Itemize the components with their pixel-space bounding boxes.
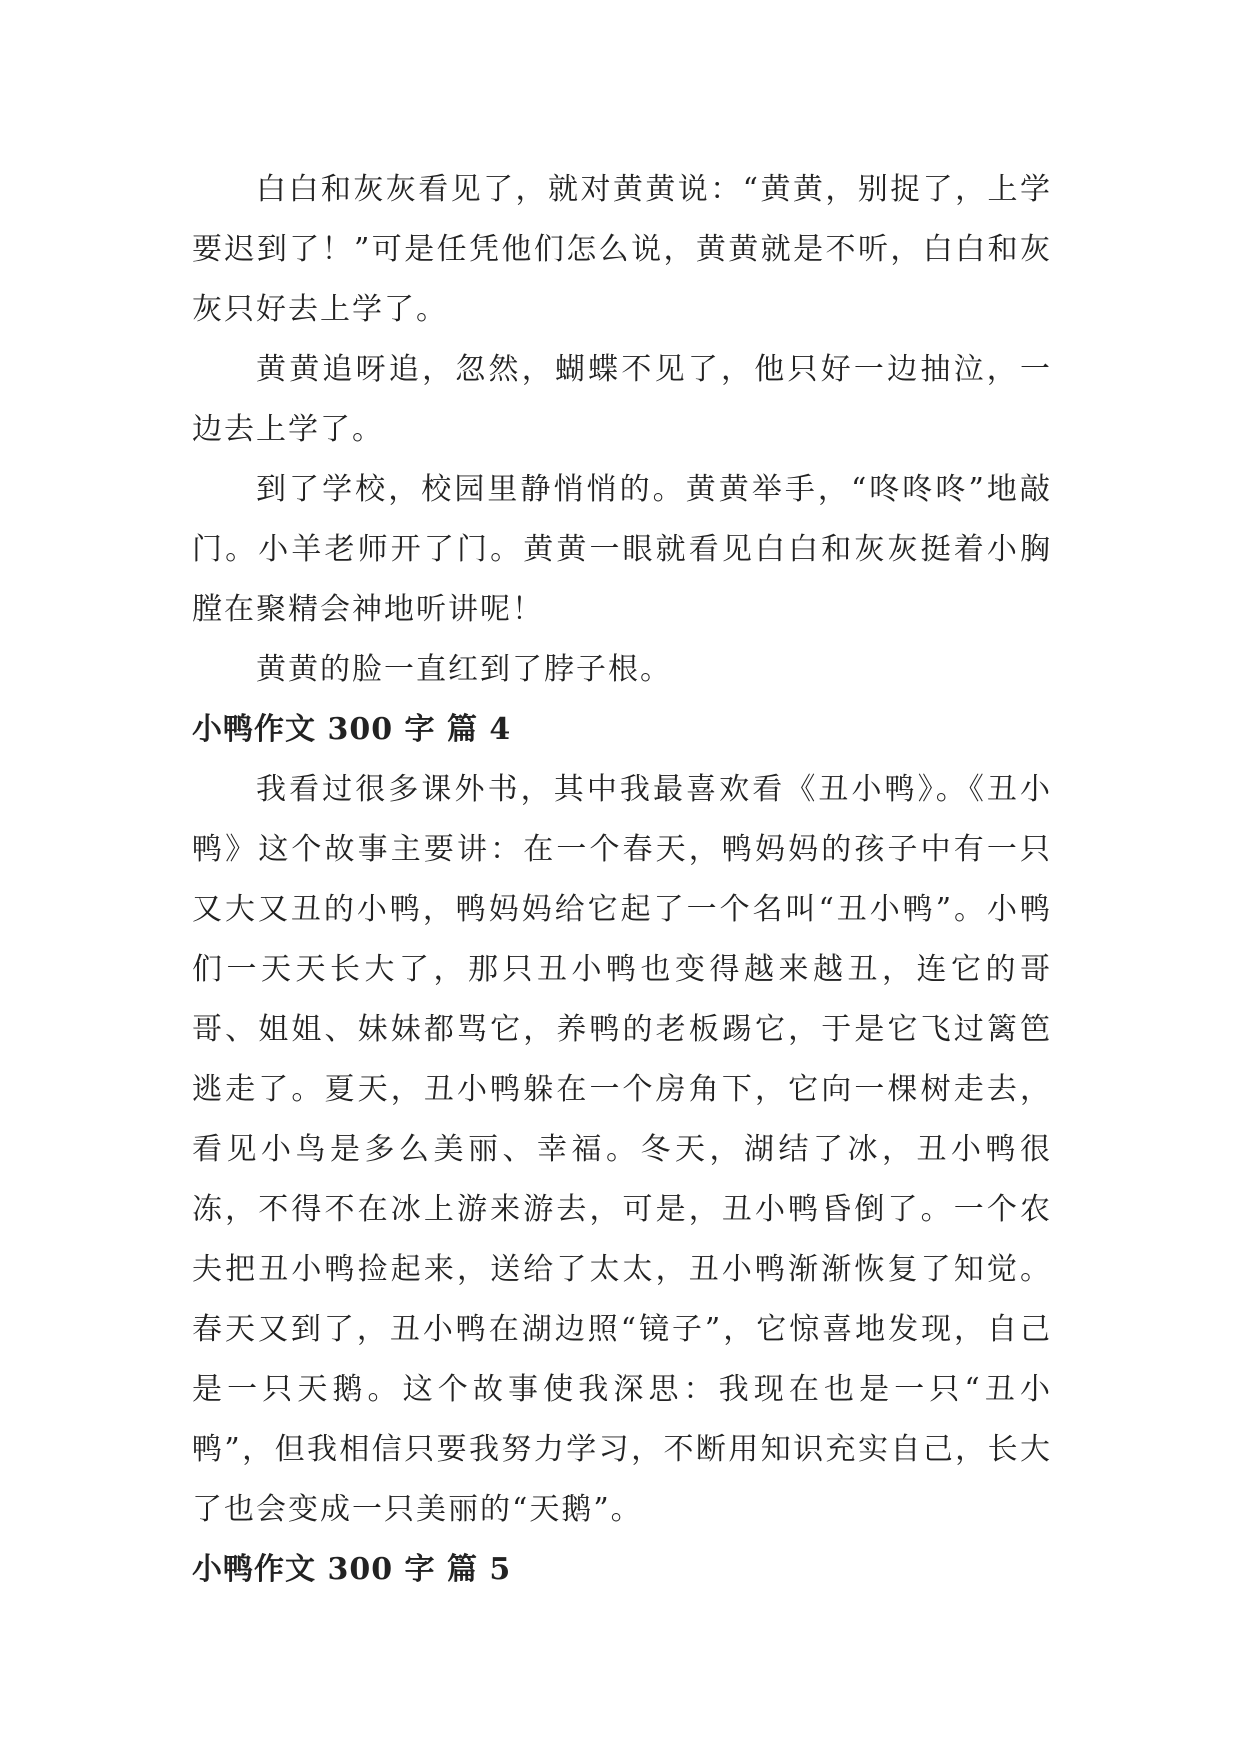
- paragraph-story-1: 白白和灰灰看见了，就对黄黄说：“黄黄，别捉了，上学要迟到了！”可是任凭他们怎么说，黄黄就是不听，白白和灰灰只好去上学了。: [192, 172, 1052, 327]
- paragraph-story-2: 黄黄追呀追，忽然，蝴蝶不见了，他只好一边抽泣，一边去上学了。: [192, 352, 1052, 447]
- document-body: [192, 160, 1052, 1600]
- paragraph-section-4: 我看过很多课外书，其中我最喜欢看《丑小鸭》。《丑小鸭》这个故事主要讲：在一个春天，鸭妈妈的孩子中有一只又大又丑的小鸭，鸭妈妈给它起了一个名叫“丑小鸭”。小鸭们一天天长大了，那只丑小鸭也变得越来越丑，连它的哥哥、姐姐、妹妹都骂它，养鸭的老板踢它，于是它飞过篱笆逃走了。夏天，丑小鸭躲在一个房角下，它向一棵树走去，看见小鸟是多么美丽、幸福。冬天，湖结了冰，丑小鸭很冻，不得不在冰上游来游去，可是，丑小鸭昏倒了。一个农夫把丑小鸭捡起来，送给了太太，丑小鸭渐渐恢复了知觉。春天又到了，丑小鸭在湖边照“镜子”，它惊喜地发现，自己是一只天鹅。这个故事使我深思：我现在也是一只“丑小鸭”，但我相信只要我努力学习，不断用知识充实自己，长大了也会变成一只美丽的“天鹅”。: [192, 772, 1052, 1527]
- paragraph-story-4: 黄黄的脸一直红到了脖子根。: [256, 652, 672, 687]
- section-title-5: 小鸭作文 300 字 篇 5: [192, 1552, 512, 1587]
- paragraph-story-3: 到了学校，校园里静悄悄的。黄黄举手，“咚咚咚”地敲门。小羊老师开了门。黄黄一眼就看见白白和灰灰挺着小胸膛在聚精会神地听讲呢！: [192, 472, 1052, 627]
- section-title-4: 小鸭作文 300 字 篇 4: [192, 712, 512, 747]
